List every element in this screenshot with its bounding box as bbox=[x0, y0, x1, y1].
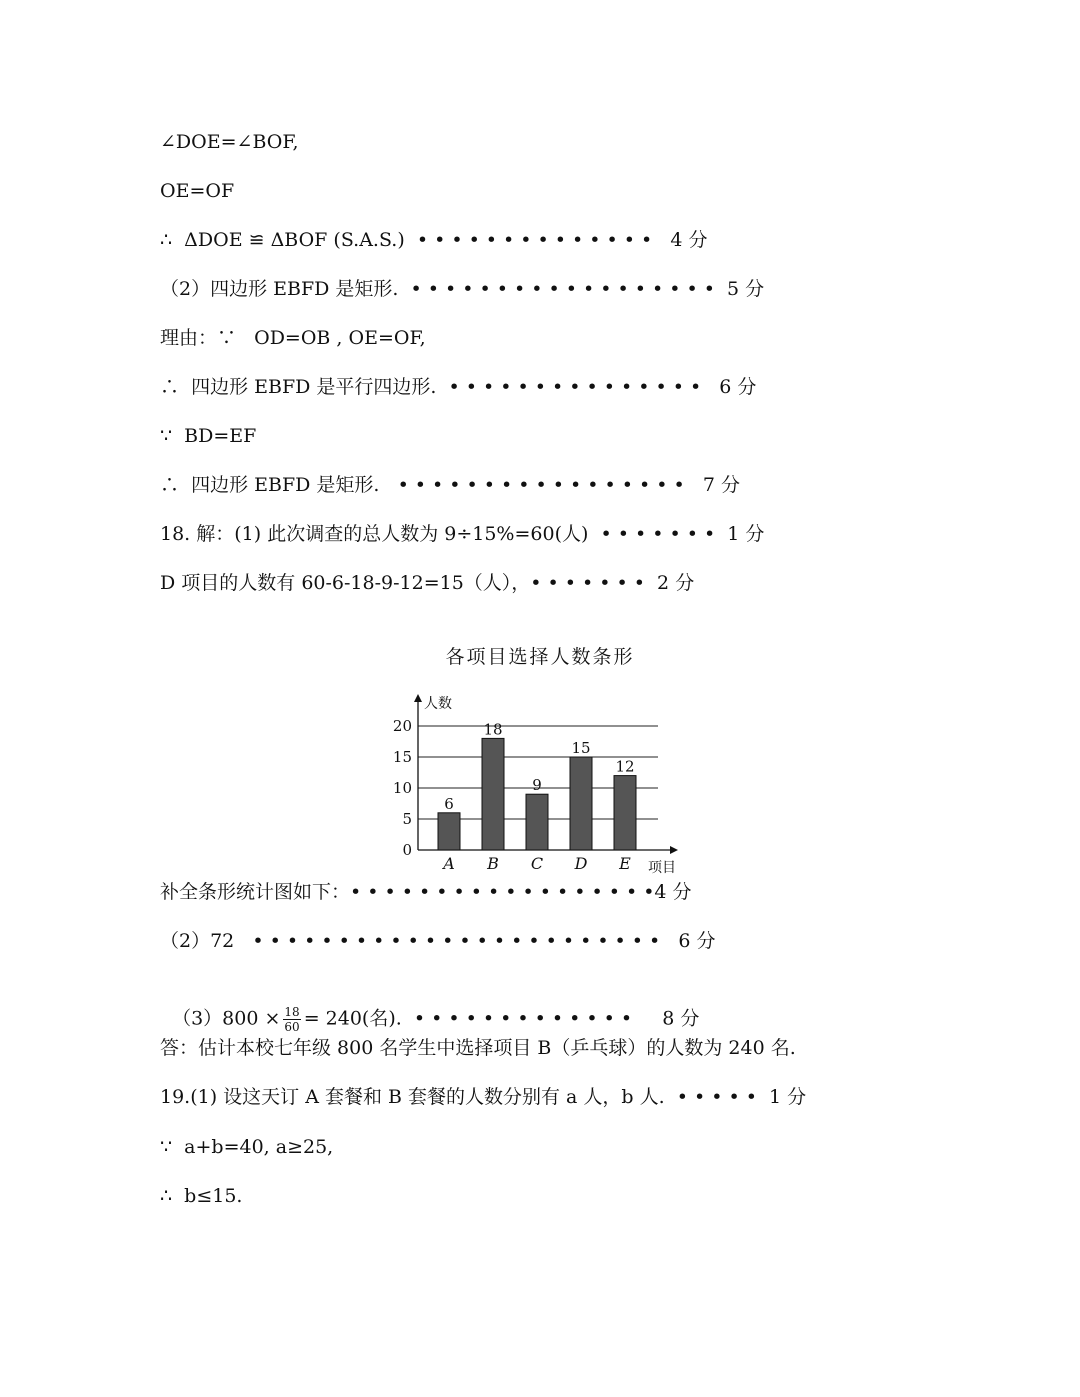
fraction-numerator: 18 bbox=[284, 1005, 300, 1019]
bar-value-label: 18 bbox=[483, 720, 503, 739]
x-axis-arrow bbox=[670, 846, 678, 854]
y-tick-label: 20 bbox=[392, 717, 412, 735]
line-19-condition: ∵ a+b=40, a≥25, bbox=[160, 1136, 334, 1158]
bar-C bbox=[526, 794, 548, 850]
x-tick-label: A bbox=[443, 854, 455, 873]
line-answer: 答：估计本校七年级 800 名学生中选择项目 B（乒乓球）的人数为 240 名. bbox=[160, 1037, 796, 1059]
line-18-d-count: D 项目的人数有 60-6-18-9-12=15（人），• • • • • • • 2 分 bbox=[160, 572, 695, 594]
line-reason: 理由：∵ OD=OB , OE=OF, bbox=[160, 327, 426, 349]
y-tick-label: 0 bbox=[402, 841, 412, 859]
chart-title: 各项目选择人数条形 bbox=[445, 646, 635, 668]
x-tick-label: D bbox=[574, 854, 588, 873]
x-axis-label: 项目 bbox=[648, 860, 676, 876]
y-tick-label: 5 bbox=[402, 810, 412, 828]
line-q3-calculation bbox=[160, 979, 699, 1034]
line-19-result: ∴ b≤15. bbox=[160, 1185, 243, 1207]
line-19-setup: 19.(1) 设这天订 A 套餐和 B 套餐的人数分别有 a 人，b 人. • • • • • 1 分 bbox=[160, 1086, 807, 1108]
bar-chart bbox=[388, 688, 688, 878]
bar-value-label: 15 bbox=[571, 739, 591, 757]
line-q2-72: （2）72 • • • • • • • • • • • • • • • • • • • • • • • • 6 分 bbox=[160, 930, 716, 952]
line-complete-chart: 补全条形统计图如下：• • • • • • • • • • • • • • • • • •4 分 bbox=[160, 881, 692, 903]
y-tick-label: 15 bbox=[392, 748, 412, 766]
line-angle: ∠DOE=∠BOF, bbox=[160, 131, 299, 153]
line-18-total: 18. 解：(1) 此次调查的总人数为 9÷15%=60(人) • • • • • • • 1 分 bbox=[160, 523, 765, 545]
x-tick-label: E bbox=[619, 854, 631, 873]
y-axis-arrow bbox=[414, 694, 422, 702]
line-oe-of: OE=OF bbox=[160, 180, 235, 202]
fraction bbox=[283, 1005, 300, 1034]
line-congruence: ∴ ΔDOE ≌ ΔBOF (S.A.S.) • • • • • • • • • • • • • • 4 分 bbox=[160, 229, 708, 251]
line-rectangle: ∴ 四边形 EBFD 是矩形. • • • • • • • • • • • • • • • • • 7 分 bbox=[160, 474, 740, 496]
bar-value-label: 12 bbox=[615, 757, 635, 776]
bar-value-label: 9 bbox=[532, 776, 542, 795]
x-tick-label: B bbox=[487, 854, 499, 873]
line-parallelogram: ∴ 四边形 EBFD 是平行四边形. • • • • • • • • • • • • • • • 6 分 bbox=[160, 376, 757, 398]
line-bd-ef: ∵ BD=EF bbox=[160, 425, 257, 447]
y-tick-label: 10 bbox=[392, 779, 412, 797]
bar-D bbox=[570, 757, 592, 850]
bar-A bbox=[438, 813, 460, 850]
q3-suffix: = 240(名). • • • • • • • • • • • • • 8 分 bbox=[303, 1007, 700, 1030]
fraction-denominator: 60 bbox=[284, 1020, 300, 1034]
q3-prefix: （3）800 × bbox=[172, 1007, 281, 1030]
bar-B bbox=[482, 738, 504, 850]
bar-E bbox=[614, 776, 636, 850]
bar-value-label: 6 bbox=[444, 794, 454, 813]
y-axis-label: 人数 bbox=[424, 696, 452, 712]
line-q2-rectangle: （2）四边形 EBFD 是矩形. • • • • • • • • • • • • • • • • • • 5 分 bbox=[160, 278, 765, 300]
x-tick-label: C bbox=[530, 854, 544, 873]
